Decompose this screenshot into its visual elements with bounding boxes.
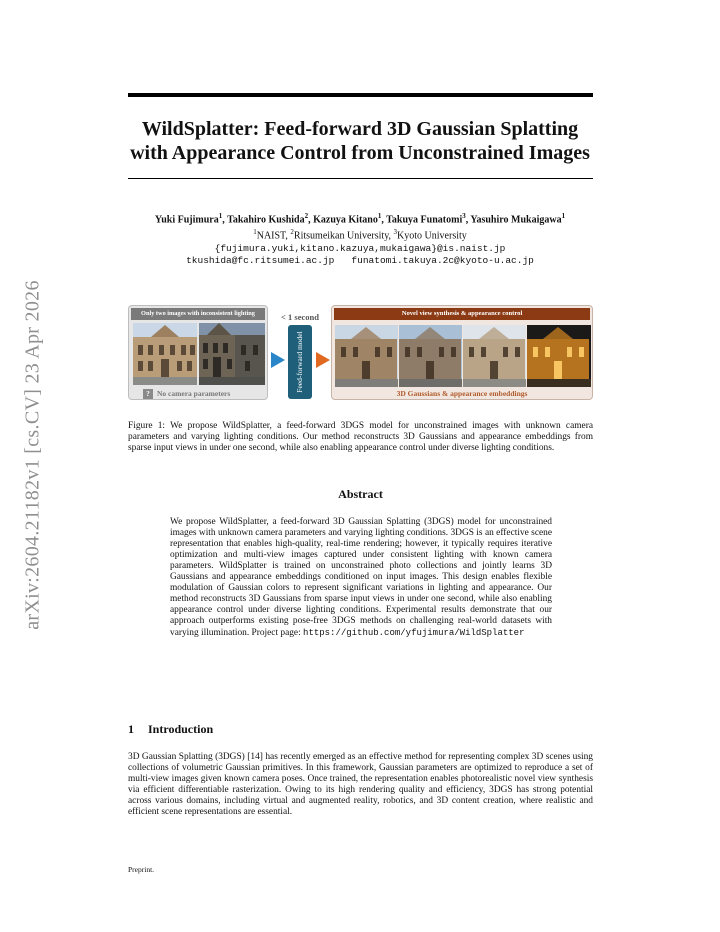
novel-view-renderings xyxy=(335,325,591,387)
author-name: Takahiro Kushida xyxy=(227,214,305,226)
affiliations: $^1$NAIST, $^2$Ritsumeikan University, $^3$Kyoto University xyxy=(253,228,467,242)
email-line-1[interactable]: {fujimura.yuki,kitano.kazuya,mukaigawa}@is.naist.jp xyxy=(214,242,506,254)
intro-paragraph: 3D Gaussian Splatting (3DGS) [14] has recently emerged as an effective method for representing complex 3D scenes using collections of volumetric Gaussian primitives. In this framework, Gaussian parameters are optimized to reproduce a set of multi-view images given known camera poses. Once trained, the representation enables photorealistic novel view synthesis via efficient differentiable rasterization. Owing to its high rendering quality and efficiency, 3DGS has strong potential across various domains, including virtual and augmented reality, robotics, and 3D content creation, where realistic and efficient scene representations are essential. xyxy=(128,752,593,817)
author-name: Kazuya Kitano xyxy=(313,214,378,226)
arxiv-identifier: arXiv:2604.21182v1 [cs.CV] 23 Apr 2026 xyxy=(21,280,44,630)
abstract-heading: Abstract xyxy=(338,487,383,501)
model-label: Feed-forward model xyxy=(295,331,304,393)
top-rule xyxy=(128,93,593,97)
section-title: Introduction xyxy=(148,722,214,736)
abstract-body xyxy=(170,517,552,639)
embeddings-label: 3D Gaussians & appearance embeddings xyxy=(396,389,528,398)
project-page-link[interactable]: https://github.com/yfujimura/WildSplatter xyxy=(303,628,525,638)
footer-note: Preprint. xyxy=(128,865,155,874)
no-camera-label: No camera parameters xyxy=(157,389,231,398)
building-photo xyxy=(199,323,265,385)
time-label: < 1 second xyxy=(281,312,319,322)
building-photo xyxy=(133,323,197,385)
input-label: Only two images with inconsistent lighting xyxy=(131,308,265,320)
arrow-right-icon xyxy=(271,352,285,368)
question-icon: ? xyxy=(143,389,153,399)
figure-caption: Figure 1: We propose WildSplatter, a feed-forward 3DGS model for unconstrained images with unknown camera parameters and varying lighting conditions. Our method reconstructs 3D Gaussians and appearance embeddings from sparse input views in under one second, while also enabling appearance control under diverse lighting conditions. xyxy=(128,421,593,453)
abstract-text: We propose WildSplatter, a feed-forward 3D Gaussian Splatting (3DGS) model for unconstrained images with unknown camera parameters and varying lighting conditions. 3DGS is an effective scene representation that enables high-quality, real-time rendering; however, it typically requires iterative optimization and multi-view images captured under consistent lighting with known camera parameters. WildSplatter is trained on unconstrained photo collections and jointly learns 3D Gaussians and appearance embeddings conditioned on input images. This design enables flexible modulation of Gaussian colors to represent significant variations in lighting and appearance. Our method reconstructs 3D Gaussians from sparse input views in under one second, while also enabling appearance control under diverse lighting conditions. Experimental results demonstrate that our approach outperforms existing pose-free 3DGS methods on challenging real-world datasets with varying illumination. Project page: xyxy=(170,517,552,638)
title-line-2: with Appearance Control from Unconstrained Images xyxy=(130,142,590,164)
output-image-row xyxy=(335,325,591,387)
author-block xyxy=(110,210,610,267)
title-line-1: WildSplatter: Feed-forward 3D Gaussian Splatting xyxy=(141,118,579,140)
teaser-figure xyxy=(128,305,593,400)
author-name: Takuya Funatomi xyxy=(386,214,463,226)
input-image-1 xyxy=(133,323,197,385)
input-image-2 xyxy=(199,323,265,385)
input-panel xyxy=(128,305,268,400)
author-names: Yuki Fujimura$^1$, Takahiro Kushida$^2$, Kazuya Kitano$^1$, Takuya Funatomi$^3$, Yasuhiro Mukaigawa$^1$ xyxy=(154,212,566,226)
paper-title xyxy=(100,117,620,165)
model-box xyxy=(288,325,312,399)
arrow-right-icon xyxy=(316,352,330,368)
section-number: 1 xyxy=(128,722,134,736)
title-bottom-rule xyxy=(128,178,593,179)
author-name: Yasuhiro Mukaigawa xyxy=(470,214,562,226)
no-camera-label-row xyxy=(143,388,230,400)
email-line-2[interactable]: tkushida@fc.ritsumei.ac.jp funatomi.takuya.2c@kyoto-u.ac.jp xyxy=(186,254,534,266)
section-heading xyxy=(128,722,213,737)
output-label: Novel view synthesis & appearance control xyxy=(334,308,590,320)
output-panel xyxy=(331,305,593,400)
author-name: Yuki Fujimura xyxy=(154,214,219,226)
